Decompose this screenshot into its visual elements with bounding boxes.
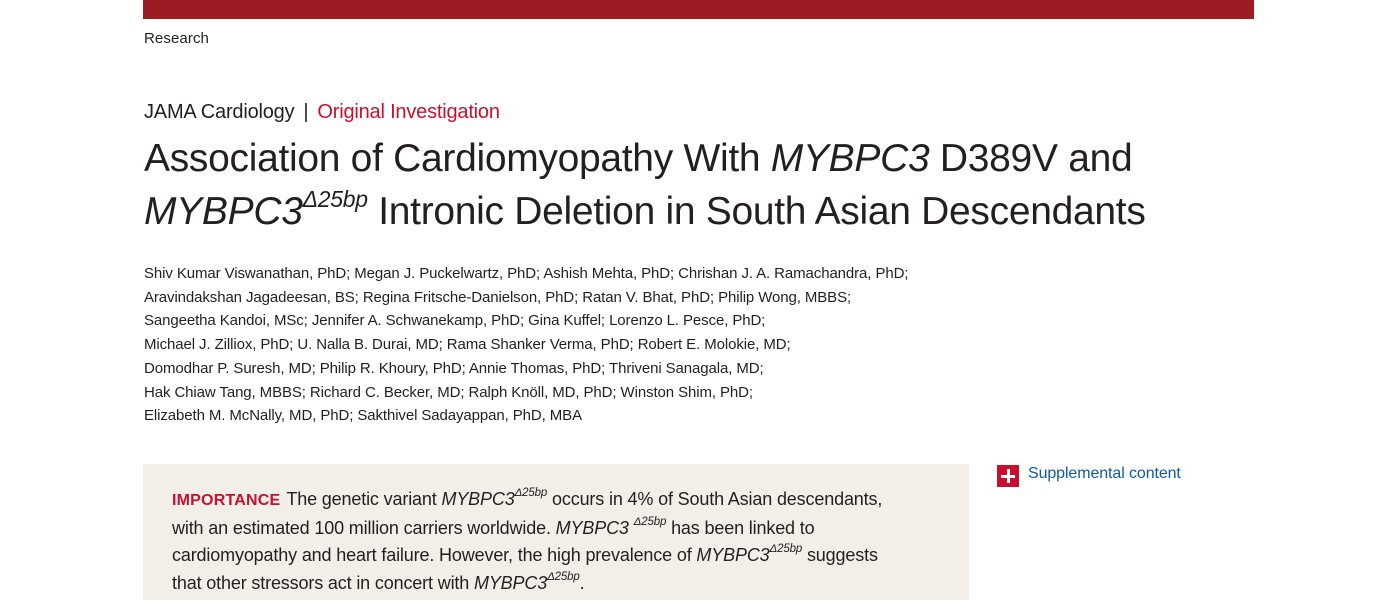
journal-separator: | (303, 101, 309, 123)
abstract-line (172, 570, 962, 598)
top-color-bar (143, 0, 1254, 19)
title-line1-suffix: D389V and (929, 137, 1133, 180)
author-line: Michael J. Zilliox, PhD; U. Nalla B. Durai, MD; Rama Shanker Verma, PhD; Robert E. Molokie, MD; (144, 336, 791, 354)
abstract-text: The genetic variant (286, 489, 442, 509)
title-gene2: MYBPC3 (144, 190, 303, 233)
journal-name: JAMA Cardiology (144, 101, 295, 123)
article-title (144, 132, 1254, 238)
abstract-text: has been linked to (666, 517, 815, 538)
abstract-importance (172, 486, 962, 597)
abstract-line (172, 542, 962, 570)
gene-name: MYBPC3 (696, 545, 770, 565)
author-line: Elizabeth M. McNally, MD, PhD; Sakthivel Sadayappan, PhD, MBA (144, 407, 582, 425)
gene-name: MYBPC3 (555, 517, 629, 538)
abstract-text: suggests (802, 545, 878, 565)
supplemental-content-link[interactable] (997, 460, 1181, 487)
author-line: Sangeetha Kandoi, MSc; Jennifer A. Schwanekamp, PhD; Gina Kuffel; Lorenzo L. Pesce, PhD; (144, 312, 766, 330)
gene-name: MYBPC3 (473, 572, 548, 593)
author-line: Shiv Kumar Viswanathan, PhD; Megan J. Puckelwartz, PhD; Ashish Mehta, PhD; Chrishan J. A. Ramachandra, PhD; (144, 265, 909, 282)
gene-superscript: Δ25bp (547, 570, 580, 583)
gene-superscript: Δ25bp (769, 543, 803, 555)
author-line: Aravindakshan Jagadeesan, BS; Regina Fritsche-Danielson, PhD; Ratan V. Bhat, PhD; Philip Wong, MBBS; (144, 288, 852, 306)
abstract-text: . (579, 572, 585, 593)
abstract-line (172, 486, 962, 515)
author-line: Domodhar P. Suresh, MD; Philip R. Khoury, PhD; Annie Thomas, PhD; Thriveni Sanagala, MD; (144, 359, 764, 377)
abstract-text: with an estimated 100 million carriers worldwide. (172, 517, 556, 538)
journal-line (144, 101, 500, 124)
abstract-line (172, 515, 962, 543)
title-gene2-superscript: Δ25bp (302, 186, 368, 212)
importance-label: IMPORTANCE (172, 492, 281, 509)
abstract-text: that other stressors act in concert with (172, 572, 474, 593)
abstract-box (143, 464, 969, 600)
article-type: Original Investigation (317, 101, 500, 123)
abstract-text: cardiomyopathy and heart failure. However, the high prevalence of (172, 545, 697, 565)
gene-name: MYBPC3 (441, 489, 515, 509)
author-line: Hak Chiaw Tang, MBBS; Richard C. Becker, MD; Ralph Knöll, MD, PhD; Winston Shim, PhD; (144, 383, 753, 401)
plus-square-icon[interactable] (997, 465, 1019, 487)
supplemental-content-label[interactable]: Supplemental content (1028, 464, 1181, 482)
title-line1-prefix: Association of Cardiomyopathy With (144, 137, 771, 180)
gene-superscript: Δ25bp (633, 515, 667, 528)
gene-superscript: Δ25bp (514, 487, 548, 499)
abstract-text: occurs in 4% of South Asian descendants, (547, 489, 883, 509)
author-list (144, 262, 1004, 428)
title-gene1: MYBPC3 (770, 137, 930, 180)
title-line2-suffix: Intronic Deletion in South Asian Descendants (367, 190, 1146, 233)
section-label: Research (144, 30, 209, 47)
